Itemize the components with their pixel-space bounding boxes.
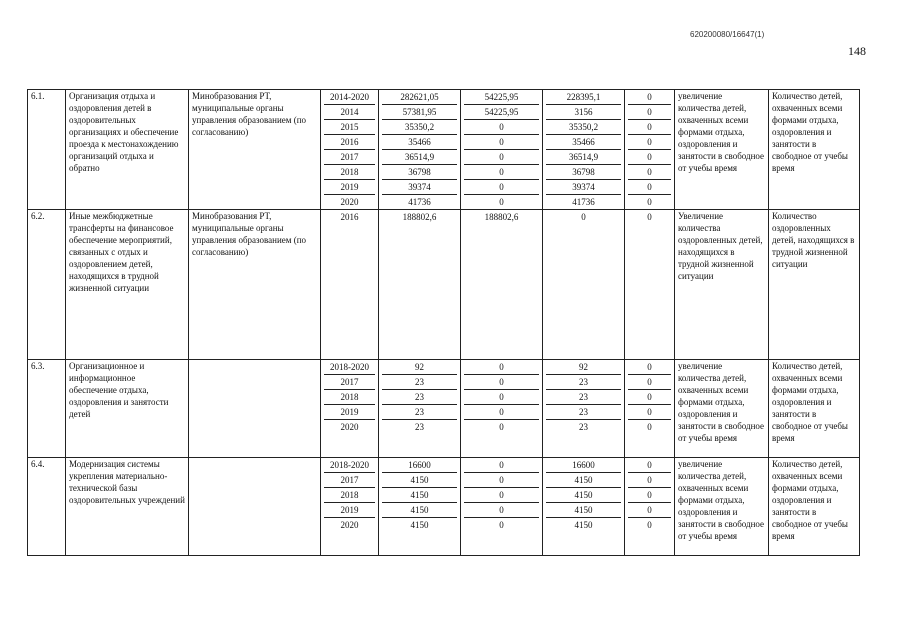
fed-cell: 0 bbox=[464, 360, 539, 375]
fed-cell: 0 bbox=[464, 180, 539, 195]
total-cell: 35466 bbox=[382, 135, 457, 150]
rt-cell: 4150 bbox=[546, 488, 621, 503]
total-cell: 36514,9 bbox=[382, 150, 457, 165]
other-cell: 0 bbox=[647, 520, 652, 530]
fed-cell: 0 bbox=[464, 375, 539, 390]
rt-column bbox=[543, 458, 625, 556]
table-row bbox=[28, 210, 860, 360]
total-cell: 16600 bbox=[382, 458, 457, 473]
other-cell: 0 bbox=[628, 458, 671, 473]
rt-cell: 39374 bbox=[546, 180, 621, 195]
indicator: Количество детей, охваченных всеми формами отдыха, оздоровления и занятости в свободное от учебы время bbox=[769, 458, 860, 556]
other-cell: 0 bbox=[628, 488, 671, 503]
years-cell: 2014 bbox=[324, 105, 375, 120]
total-cell: 282621,05 bbox=[382, 90, 457, 105]
fed-cell: 188802,6 bbox=[484, 212, 519, 222]
other-column bbox=[625, 90, 675, 210]
years-cell: 2014-2020 bbox=[324, 90, 375, 105]
rt-cell: 3156 bbox=[546, 105, 621, 120]
rt-cell: 4150 bbox=[546, 503, 621, 518]
program-table bbox=[27, 89, 860, 556]
rt-cell: 35466 bbox=[546, 135, 621, 150]
years-cell: 2016 bbox=[340, 212, 359, 222]
rt-cell: 4150 bbox=[574, 520, 593, 530]
years-cell: 2018 bbox=[324, 165, 375, 180]
fed-cell: 0 bbox=[464, 150, 539, 165]
fed-cell: 0 bbox=[464, 503, 539, 518]
rt-column bbox=[543, 90, 625, 210]
total-cell: 36798 bbox=[382, 165, 457, 180]
fed-cell: 0 bbox=[464, 165, 539, 180]
total-cell: 4150 bbox=[382, 488, 457, 503]
other-cell: 0 bbox=[647, 422, 652, 432]
years-cell: 2020 bbox=[340, 520, 359, 530]
indicator: Количество детей, охваченных всеми формами отдыха, оздоровления и занятости в свободное от учебы время bbox=[769, 360, 860, 458]
total-column bbox=[379, 360, 461, 458]
total-cell: 23 bbox=[415, 422, 424, 432]
fed-cell: 54225,95 bbox=[464, 105, 539, 120]
other-cell: 0 bbox=[628, 105, 671, 120]
total-cell: 92 bbox=[382, 360, 457, 375]
rt-cell: 4150 bbox=[546, 473, 621, 488]
table-row bbox=[28, 458, 860, 556]
fed-cell: 0 bbox=[464, 390, 539, 405]
total-cell: 23 bbox=[382, 390, 457, 405]
fed-cell: 0 bbox=[464, 405, 539, 420]
other-cell: 0 bbox=[647, 197, 652, 207]
rt-column bbox=[543, 360, 625, 458]
rt-cell: 41736 bbox=[572, 197, 595, 207]
rt-cell: 35350,2 bbox=[546, 120, 621, 135]
total-cell: 4150 bbox=[410, 520, 429, 530]
years-cell: 2018-2020 bbox=[324, 458, 375, 473]
fed-cell: 0 bbox=[464, 473, 539, 488]
indicator: Количество оздоровленных детей, находящихся в трудной жизненной ситуации bbox=[769, 210, 860, 360]
rt-cell: 36798 bbox=[546, 165, 621, 180]
years-cell: 2019 bbox=[324, 180, 375, 195]
fed-column bbox=[461, 360, 543, 458]
years-cell: 2018 bbox=[324, 390, 375, 405]
fed-cell: 54225,95 bbox=[464, 90, 539, 105]
fed-cell: 0 bbox=[464, 120, 539, 135]
other-cell: 0 bbox=[628, 120, 671, 135]
row-number: 6.2. bbox=[28, 210, 66, 360]
other-cell: 0 bbox=[628, 473, 671, 488]
fed-cell: 0 bbox=[464, 135, 539, 150]
other-cell: 0 bbox=[628, 375, 671, 390]
years-cell: 2019 bbox=[324, 503, 375, 518]
other-cell: 0 bbox=[628, 405, 671, 420]
indicator: Количество детей, охваченных всеми формами отдыха, оздоровления и занятости в свободное от учебы время bbox=[769, 90, 860, 210]
other-cell: 0 bbox=[628, 503, 671, 518]
executor bbox=[189, 360, 321, 458]
other-cell: 0 bbox=[628, 135, 671, 150]
years-cell: 2017 bbox=[324, 150, 375, 165]
rt-cell: 0 bbox=[581, 212, 586, 222]
total-column bbox=[379, 458, 461, 556]
years-column bbox=[321, 210, 379, 360]
fed-cell: 0 bbox=[499, 520, 504, 530]
other-cell: 0 bbox=[628, 390, 671, 405]
years-cell: 2016 bbox=[324, 135, 375, 150]
total-column bbox=[379, 90, 461, 210]
other-column bbox=[625, 360, 675, 458]
rt-cell: 16600 bbox=[546, 458, 621, 473]
page-number: 148 bbox=[848, 44, 866, 58]
table-row bbox=[28, 360, 860, 458]
row-number: 6.3. bbox=[28, 360, 66, 458]
executor: Минобразования РТ, муниципальные органы управления образованием (по согласованию) bbox=[189, 210, 321, 360]
fed-column bbox=[461, 210, 543, 360]
years-cell: 2018 bbox=[324, 488, 375, 503]
years-cell: 2020 bbox=[340, 422, 359, 432]
activity-name: Организация отдыха и оздоровления детей в оздоровительных организациях и обеспечение проезда к местонахождению организаций отдыха и обратно bbox=[66, 90, 189, 210]
years-cell: 2017 bbox=[324, 473, 375, 488]
years-cell: 2020 bbox=[340, 197, 359, 207]
years-column bbox=[321, 458, 379, 556]
rt-cell: 23 bbox=[546, 390, 621, 405]
other-cell: 0 bbox=[628, 90, 671, 105]
table-row bbox=[28, 90, 860, 210]
rt-cell: 23 bbox=[546, 405, 621, 420]
executor: Минобразования РТ, муниципальные органы управления образованием (по согласованию) bbox=[189, 90, 321, 210]
total-cell: 23 bbox=[382, 405, 457, 420]
expected-result: увеличение количества детей, охваченных всеми формами отдыха, оздоровления и занятости в свободное от учебы время bbox=[675, 90, 769, 210]
rt-cell: 228395,1 bbox=[546, 90, 621, 105]
activity-name: Иные межбюджетные трансферты на финансовое обеспечение мероприятий, связанных с отдых и оздоровлением детей, находящихся в трудной жизненной ситуации bbox=[66, 210, 189, 360]
executor bbox=[189, 458, 321, 556]
other-cell: 0 bbox=[647, 212, 652, 222]
expected-result: Увеличение количества оздоровленных детей, находящихся в трудной жизненной ситуации bbox=[675, 210, 769, 360]
total-cell: 4150 bbox=[382, 503, 457, 518]
total-column bbox=[379, 210, 461, 360]
years-cell: 2015 bbox=[324, 120, 375, 135]
rt-cell: 23 bbox=[546, 375, 621, 390]
years-column bbox=[321, 90, 379, 210]
row-number: 6.1. bbox=[28, 90, 66, 210]
fed-column bbox=[461, 458, 543, 556]
document-id: 620200080/16647(1) bbox=[690, 30, 765, 39]
other-column bbox=[625, 210, 675, 360]
years-column bbox=[321, 360, 379, 458]
total-cell: 57381,95 bbox=[382, 105, 457, 120]
years-cell: 2018-2020 bbox=[324, 360, 375, 375]
years-cell: 2017 bbox=[324, 375, 375, 390]
fed-cell: 0 bbox=[499, 197, 504, 207]
total-cell: 23 bbox=[382, 375, 457, 390]
fed-cell: 0 bbox=[464, 458, 539, 473]
other-cell: 0 bbox=[628, 360, 671, 375]
total-cell: 39374 bbox=[382, 180, 457, 195]
total-cell: 41736 bbox=[408, 197, 431, 207]
total-cell: 188802,6 bbox=[402, 212, 437, 222]
total-cell: 35350,2 bbox=[382, 120, 457, 135]
expected-result: увеличение количества детей, охваченных всеми формами отдыха, оздоровления и занятости в свободное от учебы время bbox=[675, 360, 769, 458]
rt-cell: 92 bbox=[546, 360, 621, 375]
activity-name: Модернизация системы укрепления материально-технической базы оздоровительных учреждений bbox=[66, 458, 189, 556]
expected-result: увеличение количества детей, охваченных всеми формами отдыха, оздоровления и занятости в свободное от учебы время bbox=[675, 458, 769, 556]
row-number: 6.4. bbox=[28, 458, 66, 556]
fed-cell: 0 bbox=[464, 488, 539, 503]
activity-name: Организационное и информационное обеспечение отдыха, оздоровления и занятости детей bbox=[66, 360, 189, 458]
other-cell: 0 bbox=[628, 150, 671, 165]
other-column bbox=[625, 458, 675, 556]
fed-cell: 0 bbox=[499, 422, 504, 432]
total-cell: 4150 bbox=[382, 473, 457, 488]
years-cell: 2019 bbox=[324, 405, 375, 420]
rt-cell: 36514,9 bbox=[546, 150, 621, 165]
other-cell: 0 bbox=[628, 180, 671, 195]
rt-cell: 23 bbox=[579, 422, 588, 432]
rt-column bbox=[543, 210, 625, 360]
other-cell: 0 bbox=[628, 165, 671, 180]
fed-column bbox=[461, 90, 543, 210]
